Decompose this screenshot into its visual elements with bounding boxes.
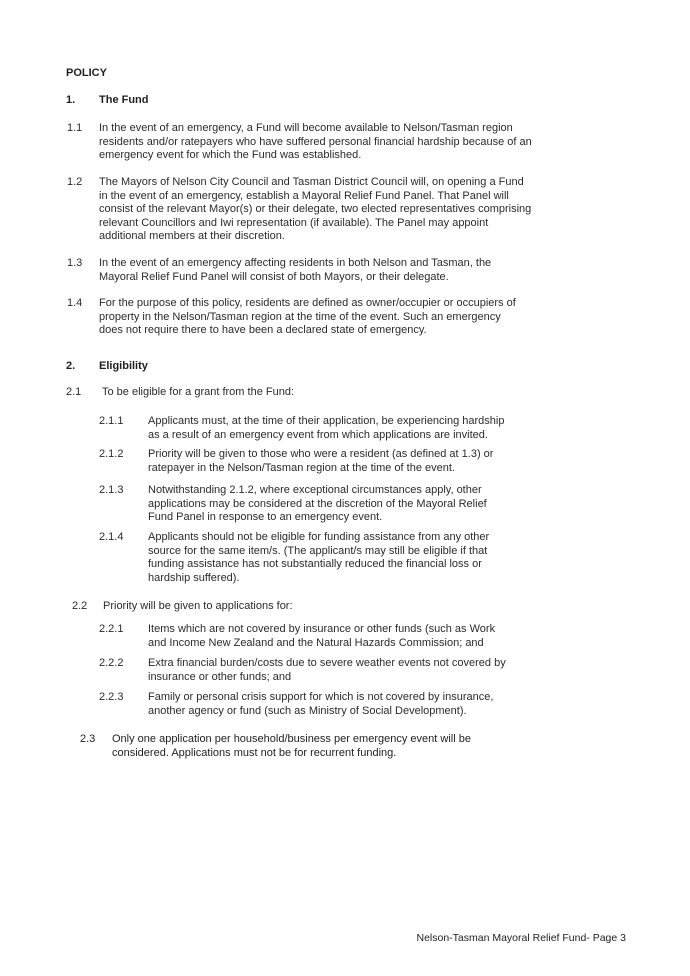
clause-1-1-number: 1.1	[67, 122, 83, 134]
text-line: as a result of an emergency event from which applications are invited.	[148, 428, 488, 441]
clause-2-1-4-text	[148, 531, 608, 585]
text-line: source for the same item/s. (The applicant/s may still be eligible if that	[148, 544, 488, 557]
clause-2-1-3-text	[148, 484, 608, 525]
clause-1-4-text	[99, 297, 619, 338]
text-line: additional members at their discretion.	[99, 230, 285, 243]
text-line: Priority will be given to those who were a resident (as defined at 1.3) or	[148, 448, 494, 460]
clause-2-2-1-number: 2.2.1	[99, 623, 124, 635]
clause-1-4-number: 1.4	[67, 297, 83, 309]
clause-1-3-text	[99, 257, 619, 284]
text-line: applications may be considered at the discretion of the Mayoral Relief	[148, 497, 487, 510]
clause-1-2-number: 1.2	[67, 176, 83, 188]
clause-2-1-1-number: 2.1.1	[99, 415, 124, 427]
policy-heading: POLICY	[66, 67, 107, 79]
clause-1-3-number: 1.3	[67, 257, 83, 269]
text-line: The Mayors of Nelson City Council and Tasman District Council will, on opening a Fund	[99, 176, 524, 188]
text-line: emergency event for which the Fund was established.	[99, 149, 362, 162]
text-line: Applicants must, at the time of their application, be experiencing hardship	[148, 415, 505, 427]
clause-2-3-number: 2.3	[80, 733, 96, 745]
text-line: In the event of an emergency affecting residents in both Nelson and Tasman, the	[99, 257, 492, 269]
clause-2-3-text	[112, 733, 592, 760]
clause-2-2-text: Priority will be given to applications for:	[103, 600, 293, 612]
clause-2-1-3-number: 2.1.3	[99, 484, 124, 496]
clause-2-2-1-text	[148, 623, 608, 650]
clause-2-2-3-text	[148, 691, 608, 718]
text-line: Fund Panel in response to an emergency event.	[148, 511, 383, 524]
clause-2-1-2-text	[148, 448, 608, 475]
text-line: Applicants should not be eligible for funding assistance from any other	[148, 531, 490, 543]
text-line: insurance or other funds; and	[148, 670, 292, 683]
text-line: Extra financial burden/costs due to severe weather events not covered by	[148, 657, 506, 669]
section-1-number: 1.	[66, 94, 76, 106]
text-line: does not require there to have been a declared state of emergency.	[99, 324, 427, 337]
clause-2-1-text: To be eligible for a grant from the Fund:	[102, 386, 294, 398]
clause-2-2-2-text	[148, 657, 608, 684]
text-line: Mayoral Relief Fund Panel will consist of both Mayors, or their delegate.	[99, 270, 449, 283]
text-line: in the event of an emergency, establish a Mayoral Relief Fund Panel. That Panel will	[99, 189, 509, 202]
text-line: property in the Nelson/Tasman region at the time of the event. Such an emergency	[99, 310, 501, 323]
text-line: Notwithstanding 2.1.2, where exceptional circumstances apply, other	[148, 484, 482, 496]
text-line: For the purpose of this policy, residents are defined as owner/occupier or occupiers of	[99, 297, 516, 309]
page-footer: Nelson-Tasman Mayoral Relief Fund- Page 3	[416, 932, 626, 944]
section-2-title: Eligibility	[99, 360, 148, 372]
clause-2-2-2-number: 2.2.2	[99, 657, 124, 669]
text-line: Items which are not covered by insurance or other funds (such as Work	[148, 623, 496, 635]
clause-2-1-1-text	[148, 415, 608, 442]
clause-2-2-number: 2.2	[72, 600, 88, 612]
text-line: considered. Applications must not be for recurrent funding.	[112, 746, 397, 759]
text-line: and Income New Zealand and the Natural Hazards Commission; and	[148, 636, 484, 649]
clause-2-2-3-number: 2.2.3	[99, 691, 124, 703]
text-line: consist of the relevant Mayor(s) or their delegate, two elected representatives comprising	[99, 203, 532, 216]
clause-2-1-2-number: 2.1.2	[99, 448, 124, 460]
clause-1-2-text	[99, 176, 619, 244]
text-line: residents and/or ratepayers who have suffered personal financial hardship because of an	[99, 135, 532, 148]
text-line: Family or personal crisis support for which is not covered by insurance,	[148, 691, 494, 703]
text-line: funding assistance has not substantially reduced the financial loss or	[148, 558, 482, 571]
clause-1-1-text	[99, 122, 619, 163]
text-line: ratepayer in the Nelson/Tasman region at the time of the event.	[148, 461, 455, 474]
text-line: Only one application per household/business per emergency event will be	[112, 733, 471, 745]
clause-2-1-4-number: 2.1.4	[99, 531, 124, 543]
clause-2-1-number: 2.1	[66, 386, 82, 398]
text-line: hardship suffered).	[148, 571, 240, 584]
text-line: relevant Councillors and Iwi representation (if available). The Panel may appoint	[99, 216, 489, 229]
section-1-title: The Fund	[99, 94, 149, 106]
section-2-number: 2.	[66, 360, 76, 372]
text-line: another agency or fund (such as Ministry of Social Development).	[148, 704, 467, 717]
text-line: In the event of an emergency, a Fund will become available to Nelson/Tasman region	[99, 122, 513, 134]
